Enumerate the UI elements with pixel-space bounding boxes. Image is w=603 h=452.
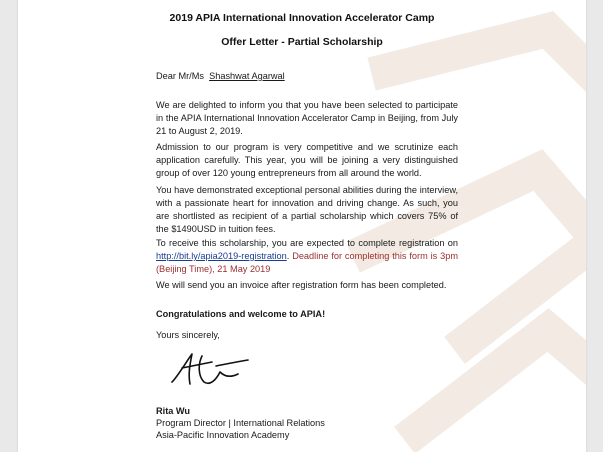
- paragraph-scholarship: You have demonstrated exceptional personal abilities during the interview, with a passionate heart for innovation and driving change. As such, you are shortlisted as recipient of a partial scholarship which covers 75% of the $1490USD in tuition fees.: [156, 185, 458, 234]
- signer-title: Program Director | International Relations: [156, 418, 325, 428]
- handwritten-signature: [168, 348, 250, 388]
- signer-organization: Asia-Pacific Innovation Academy: [156, 430, 290, 440]
- letter-subtitle: Offer Letter - Partial Scholarship: [221, 36, 383, 48]
- closing-line: Yours sincerely,: [156, 330, 220, 340]
- salutation: Dear Mr/Ms: [156, 71, 204, 81]
- letter-page: [18, 0, 586, 452]
- paragraph-selection: We are delighted to inform you that you have been selected to participate in the APIA International Innovation Accelerator Camp in Beijing, from July 21 to August 2, 2019.: [156, 100, 458, 136]
- recipient-name: Shashwat Agarwal: [209, 71, 285, 81]
- paragraph-invoice: We will send you an invoice after registration form has been completed.: [156, 280, 447, 290]
- paragraph-admission: Admission to our program is very competitive and we scrutinize each application carefully. This year, you will be joining a very distinguished group of over 120 young entrepreneurs from all around the world.: [156, 142, 458, 178]
- salutation-line: [156, 70, 458, 83]
- paragraph-registration: To receive this scholarship, you are expected to complete registration on http://bit.ly/apia2019-registration. Deadline for completing this form is 3pm (Beijing Time), 21 May 2019: [156, 238, 459, 274]
- registration-instruction: To receive this scholarship, you are expected to complete registration on: [156, 238, 458, 248]
- registration-link[interactable]: http://bit.ly/apia2019-registration: [156, 251, 287, 261]
- congratulations-line: Congratulations and welcome to APIA!: [156, 309, 326, 319]
- letter-title: 2019 APIA International Innovation Accelerator Camp: [169, 12, 435, 24]
- registration-deadline: Deadline for completing this form is 3pm (Beijing Time), 21 May 2019: [156, 251, 459, 274]
- signer-name: Rita Wu: [156, 406, 191, 416]
